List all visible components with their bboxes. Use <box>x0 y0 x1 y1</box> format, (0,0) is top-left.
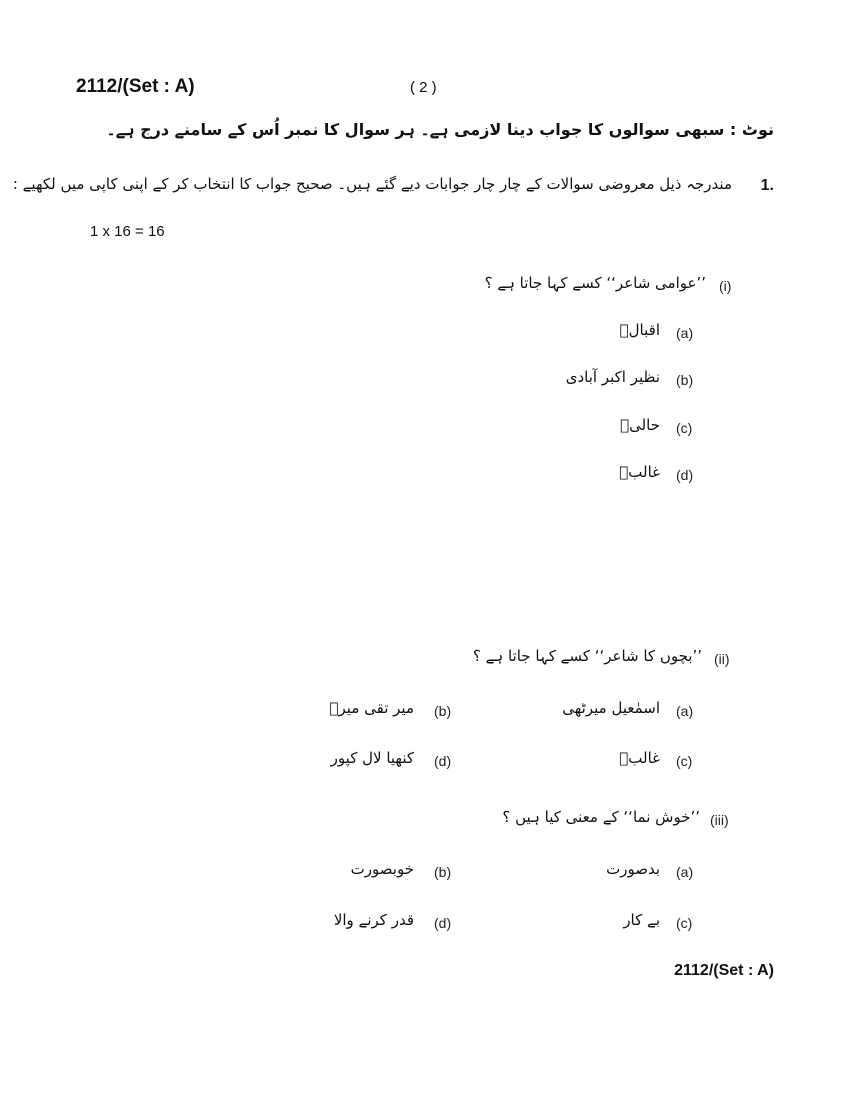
option-label: (b) <box>676 372 694 388</box>
option-text: قدر کرنے والا <box>333 911 414 929</box>
option-label: (d) <box>676 467 694 483</box>
option-text: اقبالؔ <box>619 321 660 339</box>
set-code-header: 2112/(Set : A) <box>76 76 195 97</box>
question-number: 1. <box>760 177 774 194</box>
option-text: بے کار <box>623 911 660 929</box>
subquestion-text: ’’خوش نما‘‘ کے معنی کیا ہیں ؟ <box>502 808 700 826</box>
option-text: حالیؔ <box>620 416 660 434</box>
option-text: اسمٰعیل میرٹھی <box>562 699 660 717</box>
subquestion-text: ’’عوامی شاعر‘‘ کسے کہا جاتا ہے ؟ <box>484 274 706 292</box>
note-label: نوٹ : <box>729 120 774 139</box>
option-text: بدصورت <box>606 860 660 878</box>
option-text: خوبصورت <box>350 860 414 878</box>
option-text: غالبؔ <box>619 463 660 481</box>
option-label: (d) <box>434 753 452 769</box>
subquestion-number: (i) <box>719 278 732 294</box>
option-label: (a) <box>676 703 694 719</box>
subquestion-number: (ii) <box>714 651 730 667</box>
page-number: ( 2 ) <box>410 79 437 96</box>
note-line <box>106 120 774 139</box>
option-label: (a) <box>676 864 694 880</box>
option-text: نظیر اکبر آبادی <box>565 368 660 386</box>
option-label: (b) <box>434 703 452 719</box>
subquestion-number: (iii) <box>710 812 729 828</box>
option-label: (a) <box>676 325 694 341</box>
option-label: (d) <box>434 915 452 931</box>
option-label: (c) <box>676 420 693 436</box>
marks-allocation: 1 x 16 = 16 <box>90 223 165 240</box>
question-instruction: مندرجہ ذیل معروضی سوالات کے چار چار جوابات دیے گئے ہیں۔ صحیح جواب کا انتخاب کر کے اپنی کاپی میں لکھیے : <box>12 175 732 193</box>
option-text: کنھیا لال کپور <box>330 749 414 767</box>
option-label: (c) <box>676 915 693 931</box>
set-code-footer: 2112/(Set : A) <box>674 962 774 979</box>
option-label: (c) <box>676 753 693 769</box>
subquestion-text: ’’بچوں کا شاعر‘‘ کسے کہا جاتا ہے ؟ <box>472 647 702 665</box>
option-text: میر تقی میرؔ <box>329 699 414 717</box>
note-text: سبھی سوالوں کا جواب دینا لازمی ہے۔ ہر سوال کا نمبر اُس کے سامنے درج ہے۔ <box>106 120 725 139</box>
option-label: (b) <box>434 864 452 880</box>
option-text: غالبؔ <box>619 749 660 767</box>
